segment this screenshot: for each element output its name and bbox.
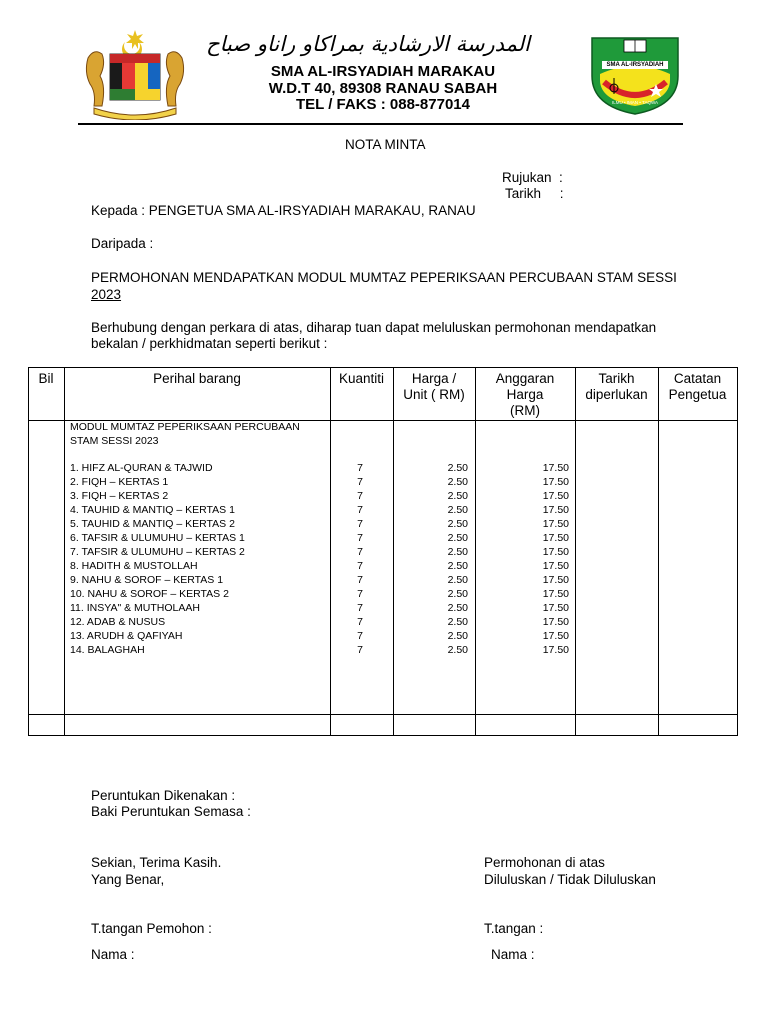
item-price: 2.50: [447, 588, 468, 600]
item-qty: 7: [357, 546, 363, 558]
header-kuantiti: [330, 371, 393, 387]
daripada-line: Daripada :: [91, 236, 154, 251]
item-total: 17.50: [542, 546, 569, 558]
header-kuantiti-label: Kuantiti: [338, 371, 385, 386]
item-qty: 7: [357, 616, 363, 628]
header-catatan: [658, 371, 737, 403]
item-qty: 7: [357, 574, 363, 586]
school-name-arabic: المدرسة الارشادية بمراكاو راناو صباح: [206, 32, 530, 56]
item-price: 2.50: [447, 630, 468, 642]
table-col-line: [737, 367, 738, 736]
table-total-divider: [28, 714, 738, 715]
header-tarikh-line2: diperlukan: [585, 387, 648, 402]
item-price: 2.50: [447, 560, 468, 572]
item-qty: 7: [357, 504, 363, 516]
permohonan-line: Permohonan di atas: [484, 855, 605, 870]
header-catatan-line1: Catatan: [673, 371, 722, 386]
school-logo-text: SMA AL-IRSYADIAH: [602, 61, 668, 69]
name-applicant-label: Nama :: [91, 947, 135, 962]
subject-line-2: 2023: [91, 287, 122, 302]
tarikh-label: Tarikh :: [505, 186, 564, 201]
subject-line-1: PERMOHONAN MENDAPATKAN MODUL MUMTAZ PEPERIKSAAN PERCUBAAN STAM SESSI: [91, 270, 677, 285]
header-perihal: [64, 371, 330, 387]
item-total: 17.50: [542, 644, 569, 656]
item-heading-line2: STAM SESSI 2023: [70, 435, 159, 447]
item-name: 10. NAHU & SOROF – KERTAS 2: [70, 588, 229, 600]
item-qty: 7: [357, 560, 363, 572]
item-qty: 7: [357, 644, 363, 656]
item-qty: 7: [357, 518, 363, 530]
table-col-line: [330, 367, 331, 736]
item-name: 4. TAUHID & MANTIQ – KERTAS 1: [70, 504, 235, 516]
header-anggaran: [475, 371, 575, 419]
item-total: 17.50: [542, 588, 569, 600]
table-col-line: [658, 367, 659, 736]
item-price: 2.50: [447, 616, 468, 628]
item-name: 12. ADAB & NUSUS: [70, 616, 166, 628]
item-total: 17.50: [542, 630, 569, 642]
item-price: 2.50: [447, 462, 468, 474]
header-catatan-line2: Pengetua: [668, 387, 727, 402]
table-col-line: [575, 367, 576, 736]
item-total: 17.50: [542, 490, 569, 502]
item-qty: 7: [357, 462, 363, 474]
item-total: 17.50: [542, 532, 569, 544]
item-qty: 7: [357, 630, 363, 642]
item-name: 6. TAFSIR & ULUMUHU – KERTAS 1: [70, 532, 245, 544]
item-price: 2.50: [447, 644, 468, 656]
header-anggaran-line1: Anggaran: [495, 371, 555, 386]
item-qty-column: [340, 461, 380, 657]
item-price: 2.50: [447, 532, 468, 544]
item-names-column: [70, 461, 328, 657]
table-col-line: [475, 367, 476, 736]
item-name: 8. HADITH & MUSTOLLAH: [70, 560, 198, 572]
item-price: 2.50: [447, 476, 468, 488]
baki-line: Baki Peruntukan Semasa :: [91, 804, 251, 819]
item-name: 14. BALAGHAH: [70, 644, 145, 656]
sekian-line: Sekian, Terima Kasih.: [91, 855, 222, 870]
school-address: W.D.T 40, 89308 RANAU SABAH: [268, 80, 498, 97]
item-price: 2.50: [447, 490, 468, 502]
item-heading-line1: MODUL MUMTAZ PEPERIKSAAN PERCUBAAN: [70, 421, 300, 433]
item-price: 2.50: [447, 546, 468, 558]
item-total: 17.50: [542, 616, 569, 628]
item-name: 2. FIQH – KERTAS 1: [70, 476, 169, 488]
school-logo-motto: ILMU • IMAN • TAQWA: [611, 100, 659, 105]
peruntukan-line: Peruntukan Dikenakan :: [91, 788, 236, 803]
signature-applicant-label: T.tangan Pemohon :: [91, 921, 212, 936]
header-anggaran-line3: (RM): [510, 403, 540, 418]
body-line-2: bekalan / perkhidmatan seperti berikut :: [91, 336, 328, 351]
item-total: 17.50: [542, 476, 569, 488]
item-total: 17.50: [542, 602, 569, 614]
item-total: 17.50: [542, 574, 569, 586]
item-qty: 7: [357, 476, 363, 488]
school-name: SMA AL-IRSYADIAH MARAKAU: [270, 63, 496, 80]
signature-approver-label: T.tangan :: [484, 921, 544, 936]
table-col-line: [28, 367, 29, 736]
item-total: 17.50: [542, 560, 569, 572]
memo-title: NOTA MINTA: [345, 137, 426, 152]
item-name: 5. TAUHID & MANTIQ – KERTAS 2: [70, 518, 235, 530]
item-qty: 7: [357, 588, 363, 600]
header-tarikh: [575, 371, 658, 403]
item-name: 7. TAFSIR & ULUMUHU – KERTAS 2: [70, 546, 245, 558]
malaysia-coat-of-arms: [80, 28, 190, 120]
school-contact: TEL / FAKS : 088-877014: [296, 96, 470, 113]
header-harga-line1: Harga /: [411, 371, 457, 386]
body-line-1: Berhubung dengan perkara di atas, diharap tuan dapat meluluskan permohonan mendapatkan: [91, 320, 657, 335]
table-col-line: [393, 367, 394, 736]
item-qty: 7: [357, 490, 363, 502]
rujukan-label: Rujukan :: [502, 170, 563, 185]
item-name: 9. NAHU & SOROF – KERTAS 1: [70, 574, 224, 586]
yang-benar-line: Yang Benar,: [91, 872, 165, 887]
item-price-column: [395, 461, 468, 657]
item-name: 3. FIQH – KERTAS 2: [70, 490, 169, 502]
header-divider: [78, 123, 683, 125]
header-bil-label: Bil: [38, 371, 54, 386]
header-tarikh-line1: Tarikh: [598, 371, 635, 386]
header-perihal-label: Perihal barang: [153, 371, 241, 386]
item-price: 2.50: [447, 602, 468, 614]
item-total: 17.50: [542, 518, 569, 530]
item-total: 17.50: [542, 504, 569, 516]
item-name: 13. ARUDH & QAFIYAH: [70, 630, 183, 642]
item-total-column: [477, 461, 569, 657]
table-border-bottom: [28, 735, 738, 736]
school-logo: [586, 28, 684, 116]
table-col-line: [64, 367, 65, 736]
table-border-top: [28, 367, 738, 368]
kepada-line: Kepada : PENGETUA SMA AL-IRSYADIAH MARAKAU, RANAU: [91, 203, 476, 218]
diluluskan-line: Diluluskan / Tidak Diluluskan: [484, 872, 656, 887]
item-name: 11. INSYA" & MUTHOLAAH: [70, 602, 200, 614]
header-bil: [28, 371, 64, 387]
header-harga-line2: Unit ( RM): [403, 387, 465, 402]
item-qty: 7: [357, 532, 363, 544]
item-price: 2.50: [447, 574, 468, 586]
header-anggaran-line2: Harga: [506, 387, 544, 402]
item-price: 2.50: [447, 518, 468, 530]
item-heading: [70, 420, 328, 448]
name-approver-label: Nama :: [491, 947, 535, 962]
item-price: 2.50: [447, 504, 468, 516]
item-qty: 7: [357, 602, 363, 614]
item-total: 17.50: [542, 462, 569, 474]
header-harga: [393, 371, 475, 403]
item-name: 1. HIFZ AL-QURAN & TAJWID: [70, 462, 213, 474]
